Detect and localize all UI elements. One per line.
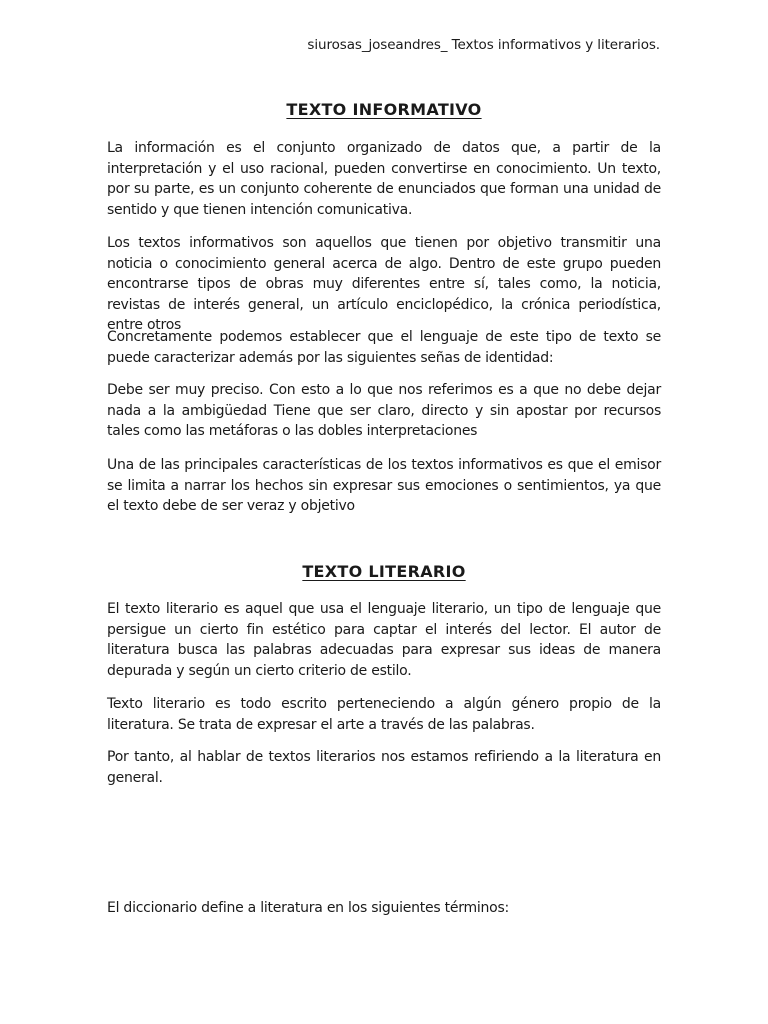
paragraph: Una de las principales características de los textos informativos es que el emisor se limita a narrar los hechos sin expresar sus emociones o sentimientos, ya que el texto debe de ser veraz y objetivo [107,457,661,514]
section-title-informativo: TEXTO INFORMATIVO [286,100,482,119]
paragraph: Por tanto, al hablar de textos literarios nos estamos refiriendo a la literatura en general. [107,749,661,786]
paragraph: El texto literario es aquel que usa el lenguaje literario, un tipo de lenguaje que persigue un cierto fin estético para captar el interés del lector. El autor de literatura busca las palabras adecuadas para expresar sus ideas de manera depurada y según un cierto criterio de estilo. [107,601,661,679]
section-title-literario: TEXTO LITERARIO [302,562,466,581]
paragraph: La información es el conjunto organizado de datos que, a partir de la interpretación y el uso racional, pueden convertirse en conocimiento. Un texto, por su parte, es un conjunto coherente de enunciados que forman una unidad de sentido y que tienen intención comunicativa. [107,140,661,218]
paragraph: Texto literario es todo escrito perteneciendo a algún género propio de la literatura. Se trata de expresar el arte a través de las palabras. [107,696,661,733]
paragraph: Concretamente podemos establecer que el lenguaje de este tipo de texto se puede caracterizar además por las siguientes señas de identidad: [107,329,661,366]
paragraph: Debe ser muy preciso. Con esto a lo que nos referimos es a que no debe dejar nada a la ambigüedad Tiene que ser claro, directo y sin apostar por recursos tales como las metáforas o las dobles interpretaciones [107,382,661,439]
paragraph: Los textos informativos son aquellos que tienen por objetivo transmitir una noticia o conocimiento general acerca de algo. Dentro de este grupo pueden encontrarse tipos de obras muy diferentes entre sí, tales como, la noticia, revistas de interés general, un artículo enciclopédico, la crónica periodística, entre otros [107,235,661,333]
paragraph: El diccionario define a literatura en los siguientes términos: [107,900,509,916]
page-header: siurosas_joseandres_ Textos informativos y literarios. [307,37,660,53]
